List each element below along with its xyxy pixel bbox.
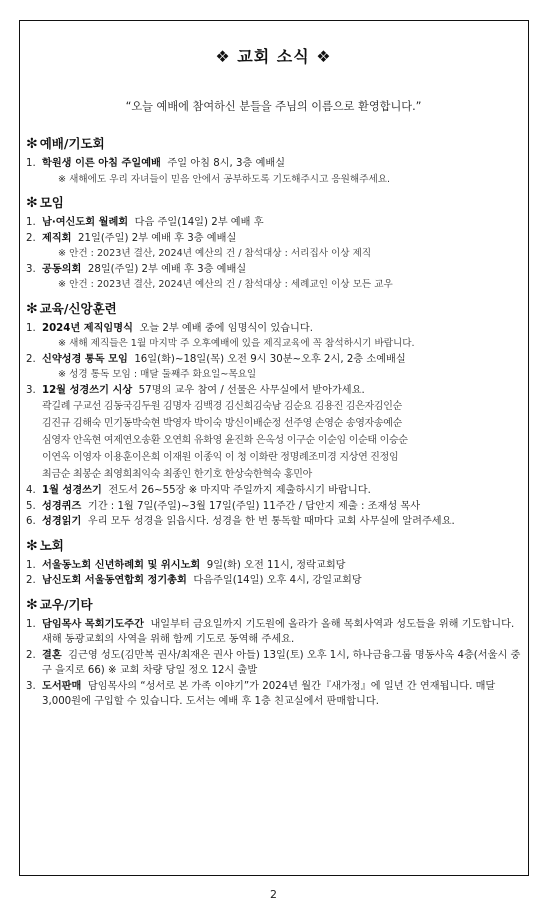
list-item — [26, 514, 522, 530]
item-title: 1월 성경쓰기 — [42, 485, 102, 496]
item-number: 3. — [26, 680, 36, 692]
item-title: 공동의회 — [42, 263, 82, 275]
item-text: 우리 모두 성경을 읽읍시다. 성경을 한 번 통독할 때마다 교회 사무실에 알려주세요. — [87, 516, 455, 527]
item-title: 제직회 — [42, 232, 72, 244]
item-text: 담임목사의 “성서로 본 가족 이야기”가 2024년 월간『새가정』에 일년 간 연재됩니다. 매달 3,000원에 구입할 수 있습니다. 도서는 예배 후 1층 친교실에서 판매합니다. — [42, 680, 496, 707]
item-text: 기간 : 1월 7일(주일)~3월 17일(주일) 11주간 / 답안지 제출 : 조재성 목사 — [87, 500, 421, 512]
item-text: 김근영 성도(김만복 권사/최재은 권사 아들) 13일(토) 오후 1시, 하나금융그룹 명동사옥 4층(서울시 중구 을지로 66) ※ 교회 차량 당일 정오 12시 출발 — [42, 649, 521, 676]
item-number: 2. — [26, 649, 36, 661]
list-item — [26, 617, 522, 648]
item-title: 서울동노회 신년하례회 및 위시노회 — [42, 559, 201, 571]
item-text: 28일(주일) 2부 예배 후 3층 예배실 — [87, 263, 247, 275]
welcome-message: “오늘 예배에 참여하신 분들을 주님의 이름으로 환영합니다.” — [125, 100, 422, 113]
list-item — [26, 573, 522, 589]
item-note: ※ 새해 제직들은 1월 마지막 주 오후예배에 있을 제직교육에 꼭 참석하시기 바랍니다. — [58, 338, 415, 349]
item-number: 2. — [26, 575, 36, 586]
page-title: ❖ 교회 소식 ❖ — [215, 47, 332, 66]
item-text: 다음 주일(14일) 2부 예배 후 — [134, 217, 264, 228]
asterisk-icon: ✻ — [26, 195, 38, 211]
item-title: 학원생 이른 아침 주일예배 — [42, 158, 161, 169]
item-text: 주일 아침 8시, 3층 예배실 — [167, 158, 286, 169]
item-number: 5. — [26, 500, 36, 512]
section-heading-label: 교육/신앙훈련 — [39, 300, 117, 316]
list-item — [26, 321, 522, 337]
list-item — [26, 558, 522, 574]
list-item — [26, 483, 522, 499]
item-number: 2. — [26, 232, 36, 244]
participant-names-line: 김진규 김해숙 민기동박숙현 박영자 박이숙 방신이배순정 선주영 손영순 송영자송예순 — [42, 418, 402, 429]
item-title: 결혼 — [42, 649, 62, 661]
item-number: 3. — [26, 384, 36, 396]
list-item — [26, 499, 522, 515]
item-note: ※ 성경 통독 모임 : 매달 둘째주 화요일~목요일 — [58, 369, 257, 380]
item-title: 남·여신도회 월례회 — [42, 217, 129, 228]
item-number: 1. — [26, 158, 36, 169]
asterisk-icon: ✻ — [26, 537, 38, 554]
item-number: 6. — [26, 516, 36, 527]
item-number: 1. — [26, 322, 36, 334]
item-number: 2. — [26, 353, 36, 365]
item-title: 도서판매 — [42, 680, 82, 692]
section-heading — [26, 597, 522, 613]
item-text: 21일(주일) 2부 예배 후 3층 예배실 — [78, 232, 237, 244]
item-title: 12월 성경쓰기 시상 — [42, 384, 133, 396]
item-note: ※ 새해에도 우리 자녀들이 믿음 안에서 공부하도록 기도해주시고 응원해주세요. — [58, 173, 391, 185]
list-item — [26, 679, 522, 710]
list-item — [26, 383, 522, 399]
participant-names-line: 이연옥 이영자 이용훈이은희 이재원 이종익 이 청 이화란 정명례조미경 지상연 진정임 — [42, 452, 399, 463]
item-title: 신약성경 통독 모임 — [42, 353, 128, 365]
section-gap — [26, 589, 522, 597]
asterisk-icon: ✻ — [26, 136, 38, 152]
section-heading-label: 노회 — [39, 537, 64, 553]
item-text: 전도서 26~55장 ※ 마지막 주일까지 제출하시기 바랍니다. — [108, 485, 371, 496]
participant-names-line: 심영자 안옥현 여제연오송환 오연희 유화영 윤진화 은옥성 이구순 이순임 이순태 이승순 — [42, 435, 408, 446]
list-item — [26, 648, 522, 679]
item-text: 16일(화)~18일(목) 오전 9시 30분~오후 2시, 2층 소예배실 — [134, 353, 406, 365]
item-title: 남신도회 서울동연합회 정기총회 — [42, 575, 187, 586]
item-number: 1. — [26, 559, 36, 571]
section-gap — [26, 187, 522, 195]
item-number: 4. — [26, 485, 36, 496]
item-title: 성경퀴즈 — [42, 500, 82, 512]
section-heading-label: 교우/기타 — [39, 596, 93, 612]
item-note: ※ 안건 : 2023년 결산, 2024년 예산의 건 / 참석대상 : 서리집사 이상 제직 — [58, 248, 372, 259]
section-heading — [26, 136, 522, 152]
list-item — [26, 231, 522, 247]
section-heading — [26, 538, 522, 554]
item-text: 오늘 2부 예배 중에 임명식이 있습니다. — [139, 322, 313, 334]
participant-names-line: 최금순 최봉순 최영희최익숙 최종인 한기호 한상숙한혁숙 홍민아 — [42, 469, 312, 480]
list-item — [26, 352, 522, 368]
section-gap — [26, 293, 522, 301]
news-content — [26, 136, 522, 710]
asterisk-icon: ✻ — [26, 596, 38, 613]
list-item — [26, 215, 522, 231]
section-heading — [26, 195, 522, 211]
item-note: ※ 안건 : 2023년 결산, 2024년 예산의 건 / 참석대상 : 세례교인 이상 모든 교우 — [58, 279, 393, 290]
item-title: 2024년 제직임명식 — [42, 322, 133, 334]
item-title: 담임목사 목회기도주간 — [42, 618, 144, 630]
section-heading-label: 모임 — [39, 195, 64, 210]
section-gap — [26, 530, 522, 538]
item-text: 다음주일(14일) 오후 4시, 강일교회당 — [193, 575, 362, 586]
section-heading-label: 예배/기도회 — [39, 136, 105, 151]
section-heading — [26, 301, 522, 317]
item-text: 내일부터 금요일까지 기도원에 올라가 올해 목회사역과 성도들을 위해 기도합니다. 새해 동광교회의 사역을 위해 함께 기도로 동역해 주세요. — [42, 618, 515, 645]
item-text: 57명의 교우 참여 / 선물은 사무실에서 받아가세요. — [138, 384, 365, 396]
list-item — [26, 156, 522, 172]
item-number: 1. — [26, 217, 36, 228]
asterisk-icon: ✻ — [26, 300, 38, 317]
item-number: 3. — [26, 263, 36, 275]
page-number: 2 — [270, 888, 277, 901]
item-title: 성경읽기 — [42, 516, 82, 527]
item-text: 9일(화) 오전 11시, 정락교회당 — [206, 559, 346, 571]
item-number: 1. — [26, 618, 36, 630]
participant-names-line: 곽길례 구교선 김동국김두원 김명자 김백경 김신희김숙남 김순요 김용진 김은자김인순 — [42, 401, 402, 412]
list-item — [26, 262, 522, 278]
